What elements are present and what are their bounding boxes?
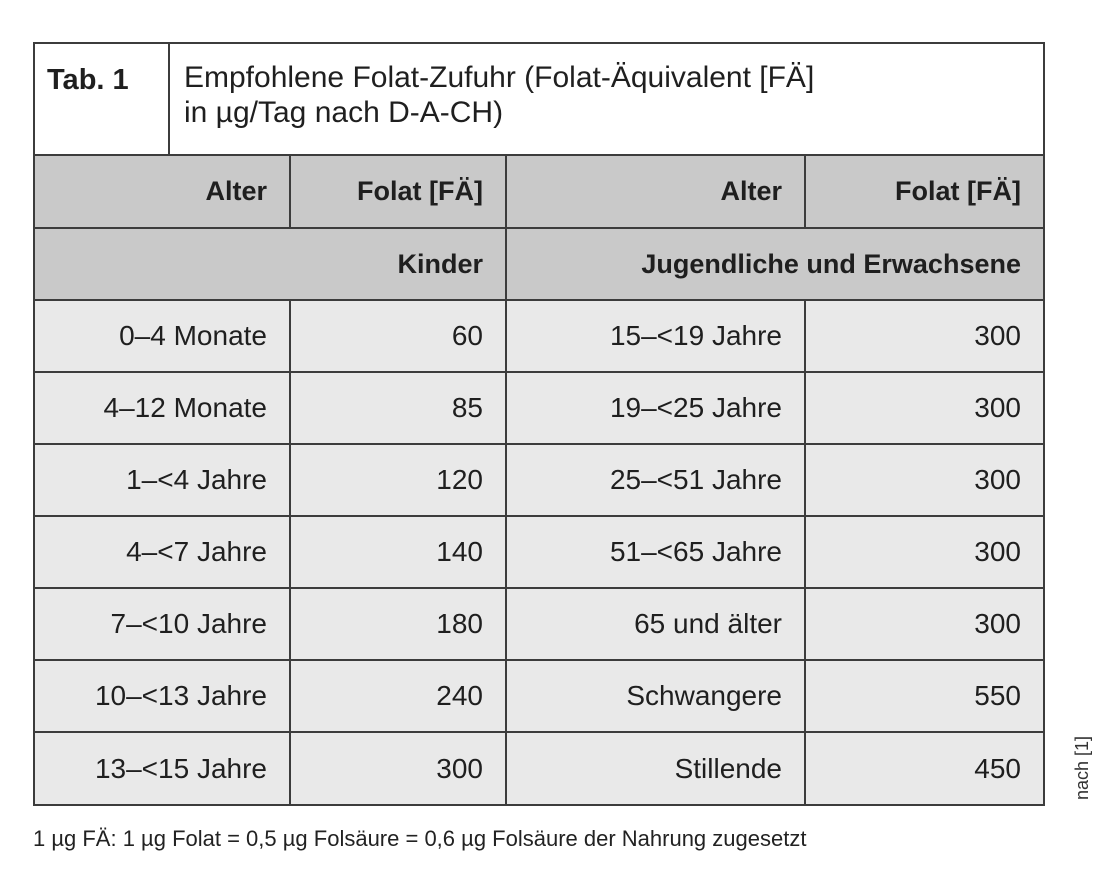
age-children-cell: 1–<4 Jahre — [35, 444, 290, 516]
folate-children-cell: 120 — [290, 444, 506, 516]
age-adults-cell: Stillende — [506, 732, 805, 804]
folate-adults-cell: 550 — [805, 660, 1043, 732]
table-row — [35, 300, 1043, 372]
table-label: Tab. 1 — [35, 44, 170, 154]
age-children-cell: 4–12 Monate — [35, 372, 290, 444]
age-children-cell: 4–<7 Jahre — [35, 516, 290, 588]
source-note: nach [1] — [1072, 735, 1092, 800]
age-adults-cell: 25–<51 Jahre — [506, 444, 805, 516]
group-children: Kinder — [35, 228, 506, 300]
table-title-row — [35, 44, 1043, 156]
header-folate-adults: Folat [FÄ] — [805, 156, 1043, 228]
folate-children-cell: 140 — [290, 516, 506, 588]
folate-table — [33, 42, 1045, 806]
table-row — [35, 588, 1043, 660]
folate-adults-cell: 300 — [805, 300, 1043, 372]
age-adults-cell: 51–<65 Jahre — [506, 516, 805, 588]
table-row — [35, 516, 1043, 588]
table-row — [35, 660, 1043, 732]
folate-adults-cell: 300 — [805, 444, 1043, 516]
folate-adults-cell: 300 — [805, 516, 1043, 588]
folate-children-cell: 85 — [290, 372, 506, 444]
age-children-cell: 0–4 Monate — [35, 300, 290, 372]
group-adolescents-adults: Jugendliche und Erwachsene — [506, 228, 1043, 300]
folate-adults-cell: 300 — [805, 372, 1043, 444]
group-header-row — [35, 228, 1043, 300]
folate-adults-cell: 300 — [805, 588, 1043, 660]
folate-children-cell: 60 — [290, 300, 506, 372]
age-adults-cell: 19–<25 Jahre — [506, 372, 805, 444]
header-age-children: Alter — [35, 156, 290, 228]
folate-children-cell: 300 — [290, 732, 506, 804]
age-adults-cell: 15–<19 Jahre — [506, 300, 805, 372]
footnote: 1 µg FÄ: 1 µg Folat = 0,5 µg Folsäure = 0,6 µg Folsäure der Nahrung zugesetzt — [33, 826, 807, 851]
folate-adults-cell: 450 — [805, 732, 1043, 804]
age-adults-cell: 65 und älter — [506, 588, 805, 660]
table-row — [35, 444, 1043, 516]
table-row — [35, 372, 1043, 444]
column-header-row — [35, 156, 1043, 228]
age-children-cell: 10–<13 Jahre — [35, 660, 290, 732]
age-adults-cell: Schwangere — [506, 660, 805, 732]
age-children-cell: 13–<15 Jahre — [35, 732, 290, 804]
age-children-cell: 7–<10 Jahre — [35, 588, 290, 660]
folate-children-cell: 180 — [290, 588, 506, 660]
folate-children-cell: 240 — [290, 660, 506, 732]
table-title: Empfohlene Folat-Zufuhr (Folat-Äquivalent [FÄ] in µg/Tag nach D-A-CH) — [184, 61, 815, 129]
table-row — [35, 732, 1043, 804]
header-age-adults: Alter — [506, 156, 805, 228]
header-folate-children: Folat [FÄ] — [290, 156, 506, 228]
data-table — [35, 156, 1043, 804]
